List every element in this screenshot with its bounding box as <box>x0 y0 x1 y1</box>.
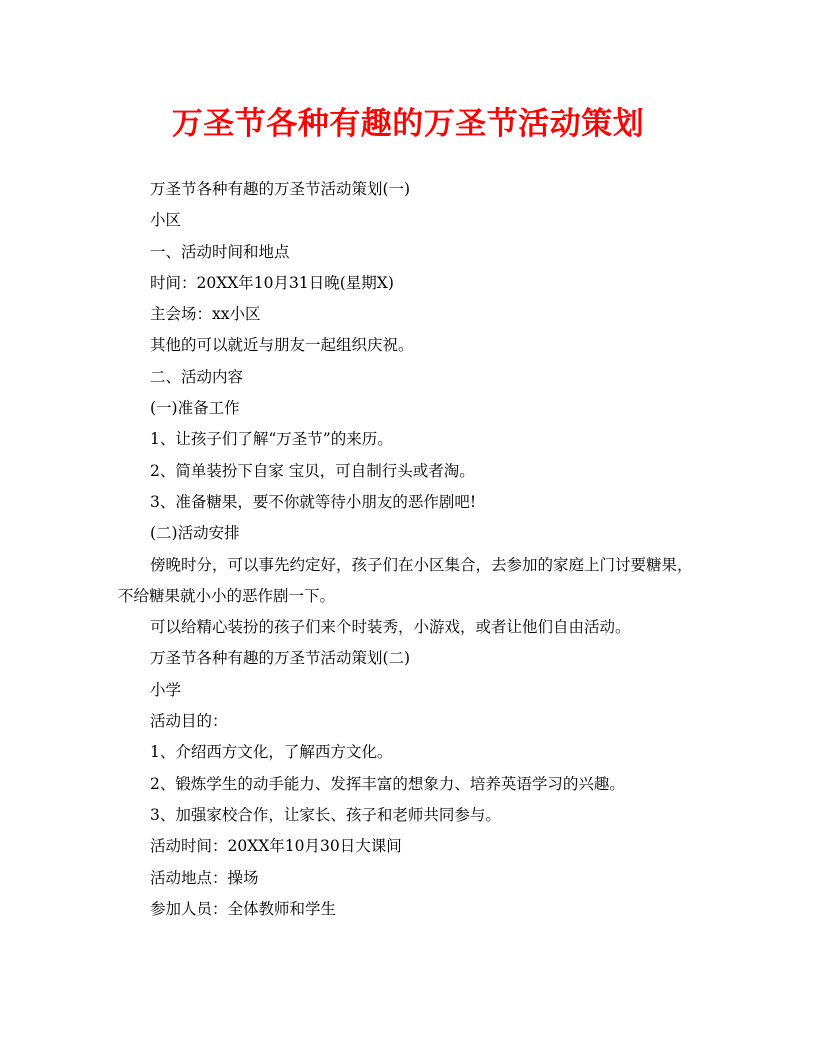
document-title: 万圣节各种有趣的万圣节活动策划 <box>171 106 645 142</box>
paragraph-participants: 参加人员：全体教师和学生 <box>150 899 337 918</box>
paragraph-evening: 傍晚时分，可以事先约定好，孩子们在小区集合，去参加的家庭上门讨要糖果，不给糖果就小小的恶作剧一下。 <box>118 555 693 605</box>
paragraph-preparation: (一)准备工作 <box>150 399 240 418</box>
paragraph-fashion-show: 可以给精心装扮的孩子们来个时装秀，小游戏，或者让他们自由活动。 <box>150 618 631 637</box>
document-body <box>118 174 698 925</box>
paragraph-purpose: 活动目的： <box>150 712 228 731</box>
paragraph-activity-time: 活动时间：20XX年10月30日大课间 <box>150 837 402 856</box>
paragraph-section-time-place: 一、活动时间和地点 <box>150 242 290 261</box>
paragraph-purpose-item-2: 2、锻炼学生的动手能力、发挥丰富的想象力、培养英语学习的兴趣。 <box>150 774 625 793</box>
paragraph-plan-one-heading: 万圣节各种有趣的万圣节活动策划(一) <box>150 180 411 198</box>
paragraph-arrangement: (二)活动安排 <box>150 524 240 543</box>
paragraph-prep-item-1: 1、让孩子们了解“万圣节”的来历。 <box>150 430 393 449</box>
paragraph-plan-two-heading: 万圣节各种有趣的万圣节活动策划(二) <box>150 649 411 668</box>
paragraph-section-content: 二、活动内容 <box>150 367 244 386</box>
paragraph-others: 其他的可以就近与朋友一起组织庆祝。 <box>150 336 414 355</box>
paragraph-purpose-item-1: 1、介绍西方文化，了解西方文化。 <box>150 743 393 762</box>
paragraph-time: 时间：20XX年10月31日晚(星期X) <box>150 273 394 292</box>
paragraph-prep-item-2: 2、简单装扮下自家 宝贝，可自制行头或者淘。 <box>150 461 475 480</box>
paragraph-purpose-item-3: 3、加强家校合作，让家长、孩子和老师共同参与。 <box>150 805 501 824</box>
paragraph-prep-item-3: 3、准备糖果，要不你就等待小朋友的恶作剧吧! <box>150 492 477 511</box>
paragraph-main-venue: 主会场：xx小区 <box>150 305 261 324</box>
paragraph-primary-school: 小学 <box>150 680 182 699</box>
paragraph-activity-place: 活动地点：操场 <box>150 868 259 887</box>
paragraph-community: 小区 <box>150 211 182 230</box>
